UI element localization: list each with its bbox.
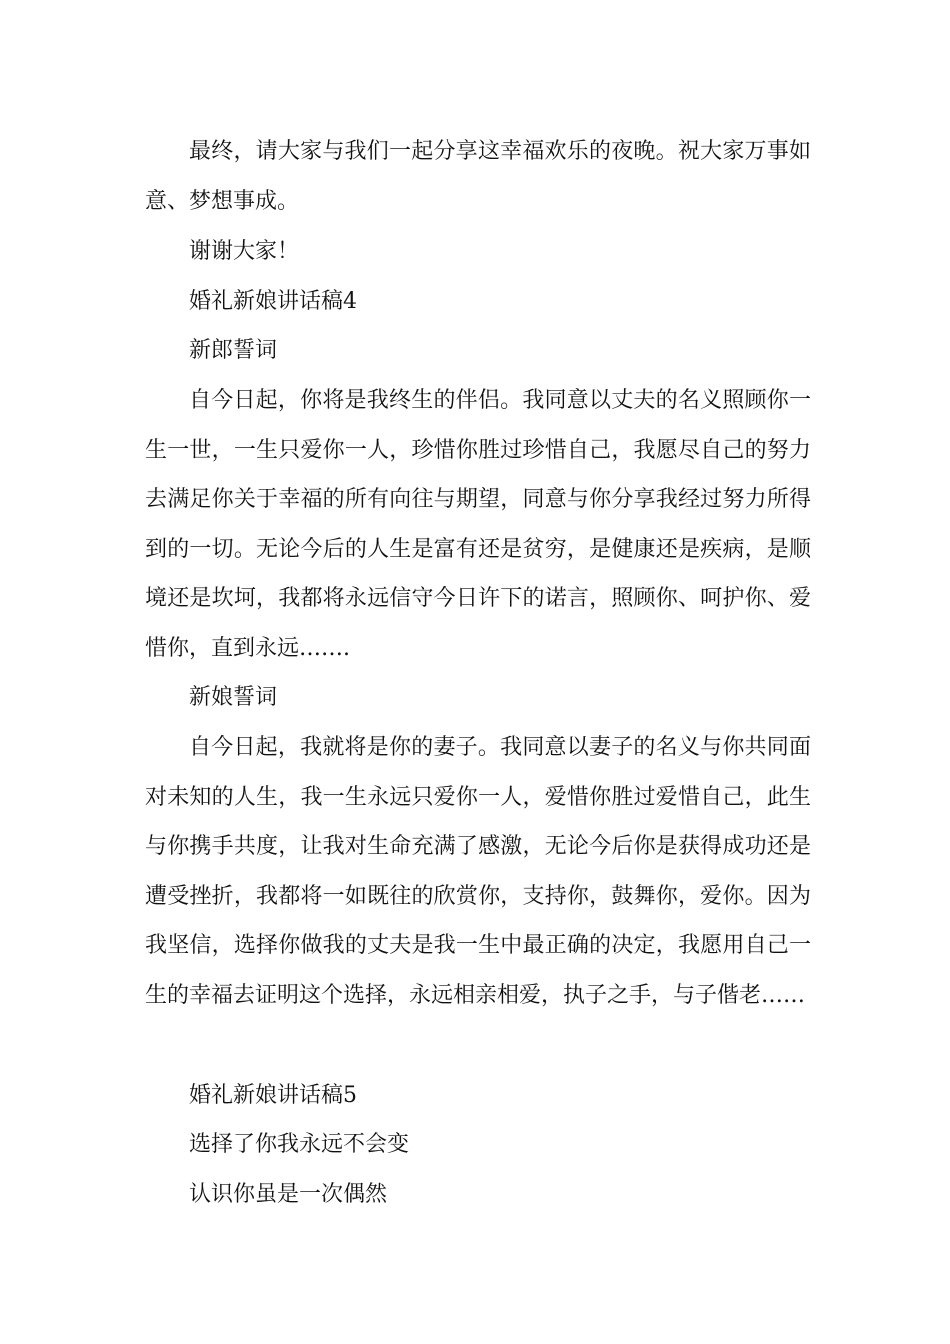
groom-vow-text: 自今日起，你将是我终生的伴侣。我同意以丈夫的名义照顾你一生一世，一生只爱你一人，珍惜你胜过珍惜自己，我愿尽自己的努力去满足你关于幸福的所有向往与期望，同意与你分享我经过努力所得到的一切。无论今后的人生是富有还是贫穷，是健康还是疾病，是顺境还是坎坷，我都将永远信守今日许下的诺言，照顾你、呵护你、爱惜你，直到永远…….	[145, 388, 811, 661]
bride-vow-heading: 新娘誓词	[189, 685, 278, 710]
closing-paragraph: 最终，请大家与我们一起分享这幸福欢乐的夜晚。祝大家万事如意、梦想事成。	[145, 139, 811, 214]
groom-vow-heading: 新郎誓词	[189, 338, 278, 363]
thanks-line: 谢谢大家！	[189, 239, 300, 264]
section-heading-4: 婚礼新娘讲话稿4	[189, 289, 357, 314]
section-heading-5: 婚礼新娘讲话稿5	[189, 1083, 357, 1108]
bride-vow-text: 自今日起，我就将是你的妻子。我同意以妻子的名义与你共同面对未知的人生，我一生永远只爱你一人，爱惜你胜过爱惜自己，此生与你携手共度，让我对生命充满了感激，无论今后你是获得成功还是遭受挫折，我都将一如既往的欣赏你，支持你，鼓舞你，爱你。因为我坚信，选择你做我的丈夫是我一生中最正确的决定，我愿用自己一生的幸福去证明这个选择，永远相亲相爱，执子之手，与子偕老……	[145, 735, 811, 1008]
poem-line-2: 认识你虽是一次偶然	[189, 1182, 388, 1207]
poem-line-1: 选择了你我永远不会变	[189, 1132, 410, 1157]
